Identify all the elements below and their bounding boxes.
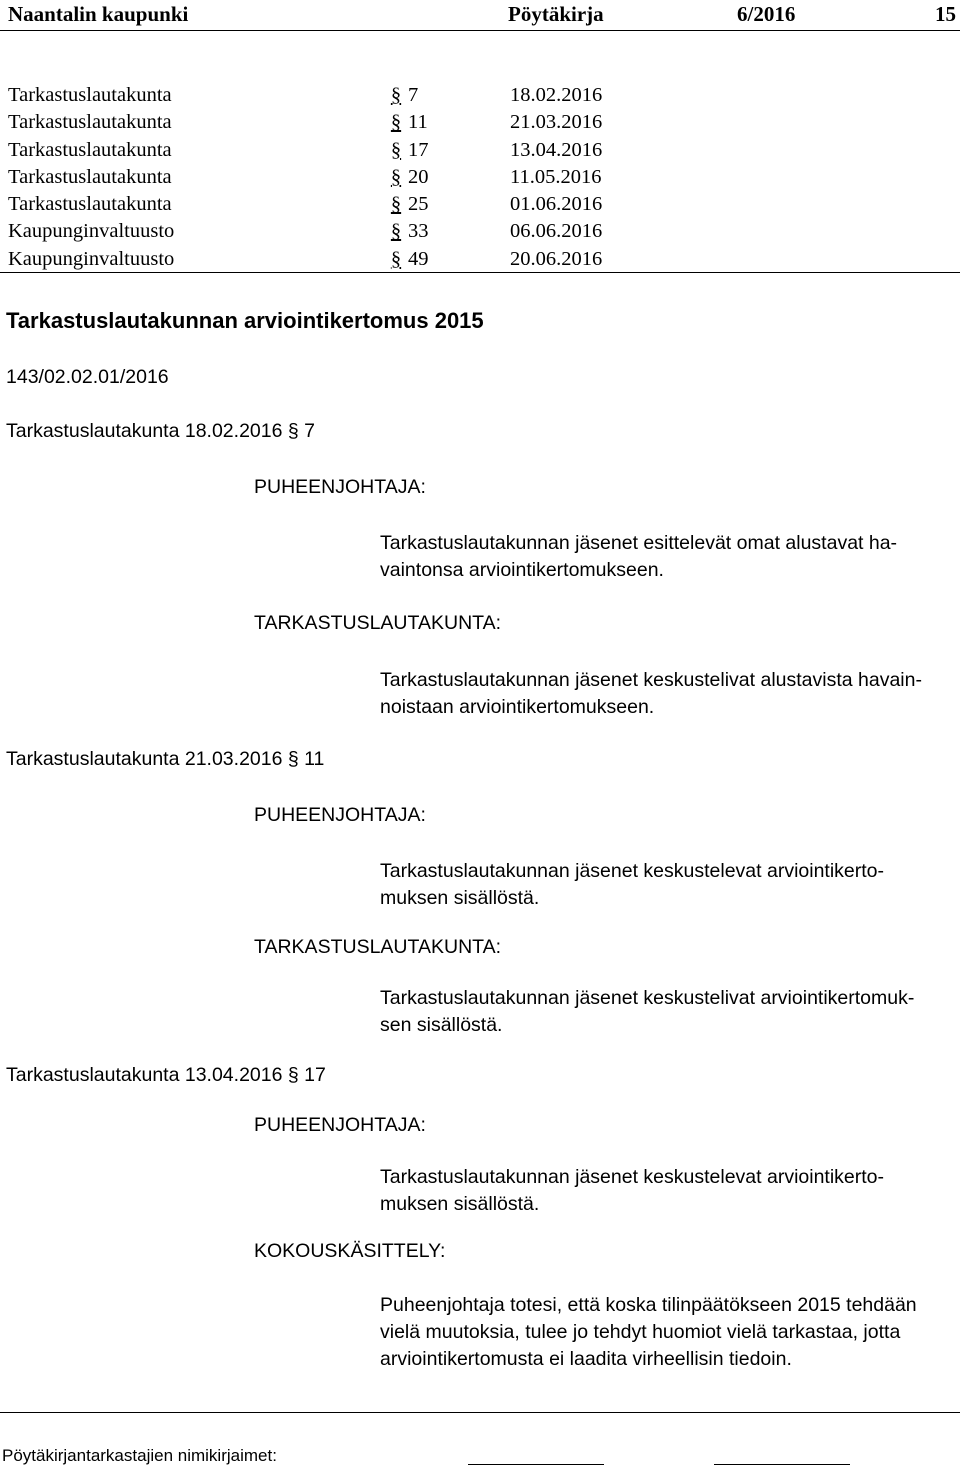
- section-symbol: §: [390, 247, 402, 270]
- history-body: Tarkastuslautakunta: [8, 193, 172, 216]
- item-title: Tarkastuslautakunnan arviointikertomus 2015: [6, 308, 484, 333]
- history-divider: [0, 272, 960, 273]
- document-type: Pöytäkirja: [508, 2, 604, 26]
- history-date: 21.03.2016: [510, 111, 603, 134]
- history-date: 06.06.2016: [510, 220, 603, 243]
- page-number: 15: [935, 2, 956, 26]
- history-section: § 17: [386, 137, 429, 164]
- section-symbol: §: [390, 193, 402, 216]
- role-label: KOKOUSKÄSITTELY:: [254, 1240, 446, 1262]
- signature-line: [468, 1464, 604, 1465]
- signature-line: [714, 1464, 850, 1465]
- history-section: § 49: [386, 246, 429, 273]
- history-body: Tarkastuslautakunta: [8, 138, 172, 161]
- section-symbol: §: [390, 220, 402, 243]
- page-header: [0, 0, 960, 30]
- history-date: 13.04.2016: [510, 138, 603, 161]
- meeting-reference: Tarkastuslautakunta 18.02.2016 § 7: [6, 420, 315, 442]
- section-symbol: §: [390, 84, 402, 106]
- history-date: 01.06.2016: [510, 193, 603, 216]
- paragraph: Tarkastuslautakunnan jäsenet keskustelivat arviointikertomuk- sen sisällöstä.: [380, 987, 915, 1036]
- header-divider: [0, 30, 960, 31]
- history-body: Kaupunginvaltuusto: [8, 220, 175, 243]
- history-body: Tarkastuslautakunta: [8, 84, 172, 106]
- footer-divider: [0, 1412, 960, 1413]
- role-label: PUHEENJOHTAJA:: [254, 804, 426, 826]
- paragraph: Puheenjohtaja totesi, että koska tilinpäätökseen 2015 tehdään vielä muutoksia, tulee jo tehdyt huomiot vielä tarkastaa, jotta arviointikertomusta ei laadita virheellisin tiedoin.: [380, 1294, 917, 1370]
- history-body: Tarkastuslautakunta: [8, 111, 172, 134]
- history-section: § 25: [386, 191, 429, 218]
- paragraph: Tarkastuslautakunnan jäsenet keskustelevat arviointikerto- muksen sisällöstä.: [380, 1166, 885, 1215]
- organization-name: Naantalin kaupunki: [8, 2, 189, 26]
- history-date: 11.05.2016: [510, 165, 602, 188]
- section-symbol: §: [390, 165, 402, 188]
- paragraph: Tarkastuslautakunnan jäsenet esittelevät omat alustavat ha- vaintonsa arviointikertomukseen.: [380, 532, 898, 581]
- history-section: § 11: [386, 109, 428, 136]
- history-body: Tarkastuslautakunta: [8, 165, 172, 188]
- role-label: TARKASTUSLAUTAKUNTA:: [254, 612, 502, 634]
- section-symbol: §: [390, 111, 402, 134]
- role-label: TARKASTUSLAUTAKUNTA:: [254, 936, 502, 958]
- history-section: § 20: [386, 164, 429, 191]
- history-section: § 7: [386, 82, 418, 109]
- meeting-reference: Tarkastuslautakunta 21.03.2016 § 11: [6, 748, 325, 770]
- history-date: 20.06.2016: [510, 247, 603, 270]
- history-body: Kaupunginvaltuusto: [8, 247, 175, 270]
- document-number: 6/2016: [737, 2, 796, 26]
- meeting-reference: Tarkastuslautakunta 13.04.2016 § 17: [6, 1064, 326, 1086]
- diary-number: 143/02.02.01/2016: [6, 366, 169, 388]
- role-label: PUHEENJOHTAJA:: [254, 1114, 426, 1136]
- paragraph: Tarkastuslautakunnan jäsenet keskustelivat alustavista havain- noistaan arviointikertomukseen.: [380, 669, 922, 718]
- paragraph: Tarkastuslautakunnan jäsenet keskustelevat arviointikerto- muksen sisällöstä.: [380, 860, 885, 909]
- signature-label: Pöytäkirjantarkastajien nimikirjaimet:: [2, 1446, 277, 1465]
- section-symbol: §: [390, 138, 402, 161]
- history-date: 18.02.2016: [510, 84, 603, 106]
- history-section: § 33: [386, 218, 429, 245]
- role-label: PUHEENJOHTAJA:: [254, 476, 426, 498]
